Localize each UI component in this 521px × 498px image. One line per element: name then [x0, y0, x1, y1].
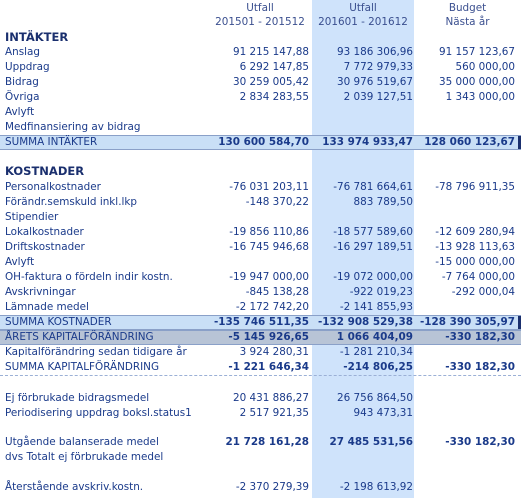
sum-col2: 133 974 933,47: [322, 136, 413, 148]
sum-label: SUMMA KOSTNADER: [5, 316, 112, 328]
value-col2: -922 019,23: [349, 286, 413, 298]
value-col2: 30 976 519,67: [336, 76, 413, 88]
value-col2: 2 039 127,51: [343, 91, 413, 103]
sum-row-intakter: [0, 135, 521, 150]
sum-col2: -132 908 529,38: [317, 316, 413, 328]
value-col3: 560 000,00: [455, 61, 515, 73]
value-col2: -2 141 855,93: [339, 301, 413, 313]
value-col1: -845 138,28: [245, 286, 309, 298]
value-col3: -330 182,30: [445, 436, 515, 448]
arets-col2: 1 066 404,09: [336, 331, 413, 343]
row-label: Medfinansiering av bidrag: [5, 121, 141, 133]
value-col1: 20 431 886,27: [232, 392, 309, 404]
value-col3: -15 000 000,00: [435, 256, 515, 268]
intakter-heading: INTÄKTER: [5, 30, 69, 44]
header-row-titles: [0, 1, 521, 16]
table-row: [0, 391, 521, 406]
kostnader-heading: KOSTNADER: [5, 164, 85, 178]
row-label: Avlyft: [5, 106, 35, 118]
value-col1: 91 215 147,88: [232, 46, 309, 58]
value-col1: 2 834 283,55: [239, 91, 309, 103]
row-label: Bidrag: [5, 76, 39, 88]
table-row: [0, 60, 521, 75]
value-col3: -292 000,04: [451, 286, 515, 298]
value-col3: -12 609 280,94: [435, 226, 515, 238]
sum-row-kostnader: [0, 315, 521, 330]
row-label: Förändr.semskuld inkl.lkp: [5, 196, 137, 208]
summa-kapitalforandring-row: [0, 360, 521, 376]
value-col3: -78 796 911,35: [435, 181, 515, 193]
value-col2: 27 485 531,56: [329, 436, 413, 448]
table-row: [0, 90, 521, 105]
row-label: Avskrivningar: [5, 286, 76, 298]
arets-kapitalforandring-row: [0, 330, 521, 345]
value-col2: -1 281 210,34: [339, 346, 413, 358]
row-label: Lokalkostnader: [5, 226, 84, 238]
row-label: Ej förbrukade bidragsmedel: [5, 392, 150, 404]
value-col2: 943 473,31: [353, 407, 413, 419]
value-col2: -16 297 189,51: [333, 241, 413, 253]
table-row: [0, 480, 521, 495]
section-heading-kostnader: [0, 164, 521, 179]
row-label: Personalkostnader: [5, 181, 101, 193]
table-row: [0, 105, 521, 120]
utgaende-row: [0, 435, 521, 450]
table-row: [0, 450, 521, 465]
value-col2: 93 186 306,96: [336, 46, 413, 58]
sum-col1: -135 746 511,35: [213, 316, 309, 328]
value-col3: 91 157 123,67: [438, 46, 515, 58]
col2-period: 201601 - 201612: [318, 16, 408, 28]
value-col1: -16 745 946,68: [229, 241, 309, 253]
row-label: Utgående balanserade medel: [5, 436, 159, 448]
value-col1: -1 221 646,34: [228, 361, 309, 373]
value-col2: -214 806,25: [343, 361, 413, 373]
value-col3: -13 928 113,63: [435, 241, 515, 253]
sum-col1: 130 600 584,70: [218, 136, 309, 148]
value-col1: -19 947 000,00: [229, 271, 309, 283]
col1-period: 201501 - 201512: [215, 16, 305, 28]
value-col1: -76 031 203,11: [229, 181, 309, 193]
table-row: [0, 120, 521, 135]
value-col2: -19 072 000,00: [333, 271, 413, 283]
row-label: Avlyft: [5, 256, 35, 268]
value-col1: 30 259 005,42: [232, 76, 309, 88]
sum-col3: -128 390 305,97: [419, 316, 515, 328]
value-col2: -2 198 613,92: [339, 481, 413, 493]
table-row: [0, 240, 521, 255]
value-col2: -76 781 664,61: [333, 181, 413, 193]
row-label: Stipendier: [5, 211, 59, 223]
table-row: [0, 75, 521, 90]
value-col1: -19 856 110,86: [229, 226, 309, 238]
value-col3: 35 000 000,00: [438, 76, 515, 88]
value-col2: -18 577 589,60: [333, 226, 413, 238]
table-row: [0, 180, 521, 195]
table-row: [0, 300, 521, 315]
value-col3: -330 182,30: [445, 361, 515, 373]
arets-col1: -5 145 926,65: [228, 331, 309, 343]
value-col2: 7 772 979,33: [343, 61, 413, 73]
row-label: Lämnade medel: [5, 301, 89, 313]
table-row: [0, 285, 521, 300]
value-col3: -7 764 000,00: [441, 271, 515, 283]
value-col1: -148 370,22: [245, 196, 309, 208]
header-row-periods: [0, 15, 521, 30]
col3-title: Budget: [448, 2, 487, 14]
col2-title: Utfall: [349, 2, 377, 14]
table-row: [0, 406, 521, 421]
row-label: SUMMA KAPITALFÖRÄNDRING: [5, 361, 159, 373]
row-label: OH-faktura o fördeln indir kostn.: [5, 271, 173, 283]
arets-col3: -330 182,30: [445, 331, 515, 343]
row-label: Kapitalförändring sedan tidigare år: [5, 346, 187, 358]
sum-label: SUMMA INTÄKTER: [5, 136, 98, 148]
table-row: [0, 225, 521, 240]
col1-title: Utfall: [246, 2, 274, 14]
row-label: Driftskostnader: [5, 241, 85, 253]
row-label: Uppdrag: [5, 61, 50, 73]
row-label: Anslag: [5, 46, 40, 58]
row-label: Återstående avskriv.kostn.: [5, 481, 144, 493]
row-label: Periodisering uppdrag boksl.status1: [5, 407, 192, 419]
value-col1: 2 517 921,35: [239, 407, 309, 419]
value-col1: -2 172 742,20: [235, 301, 309, 313]
section-heading-intakter: [0, 30, 521, 45]
table-row: [0, 345, 521, 360]
table-row: [0, 45, 521, 60]
table-row: [0, 195, 521, 210]
sum-col3: 128 060 123,67: [424, 136, 515, 148]
table-row: [0, 255, 521, 270]
value-col1: 21 728 161,28: [225, 436, 309, 448]
value-col2: 26 756 864,50: [336, 392, 413, 404]
table-row: [0, 210, 521, 225]
value-col1: -2 370 279,39: [235, 481, 309, 493]
col3-period: Nästa år: [445, 16, 490, 28]
value-col2: 883 789,50: [353, 196, 413, 208]
arets-label: ÅRETS KAPITALFÖRÄNDRING: [5, 331, 154, 343]
value-col1: 6 292 147,85: [239, 61, 309, 73]
value-col3: 1 343 000,00: [445, 91, 515, 103]
table-row: [0, 270, 521, 285]
row-label: Övriga: [5, 91, 40, 103]
value-col1: 3 924 280,31: [239, 346, 309, 358]
row-label: dvs Totalt ej förbrukade medel: [5, 451, 164, 463]
